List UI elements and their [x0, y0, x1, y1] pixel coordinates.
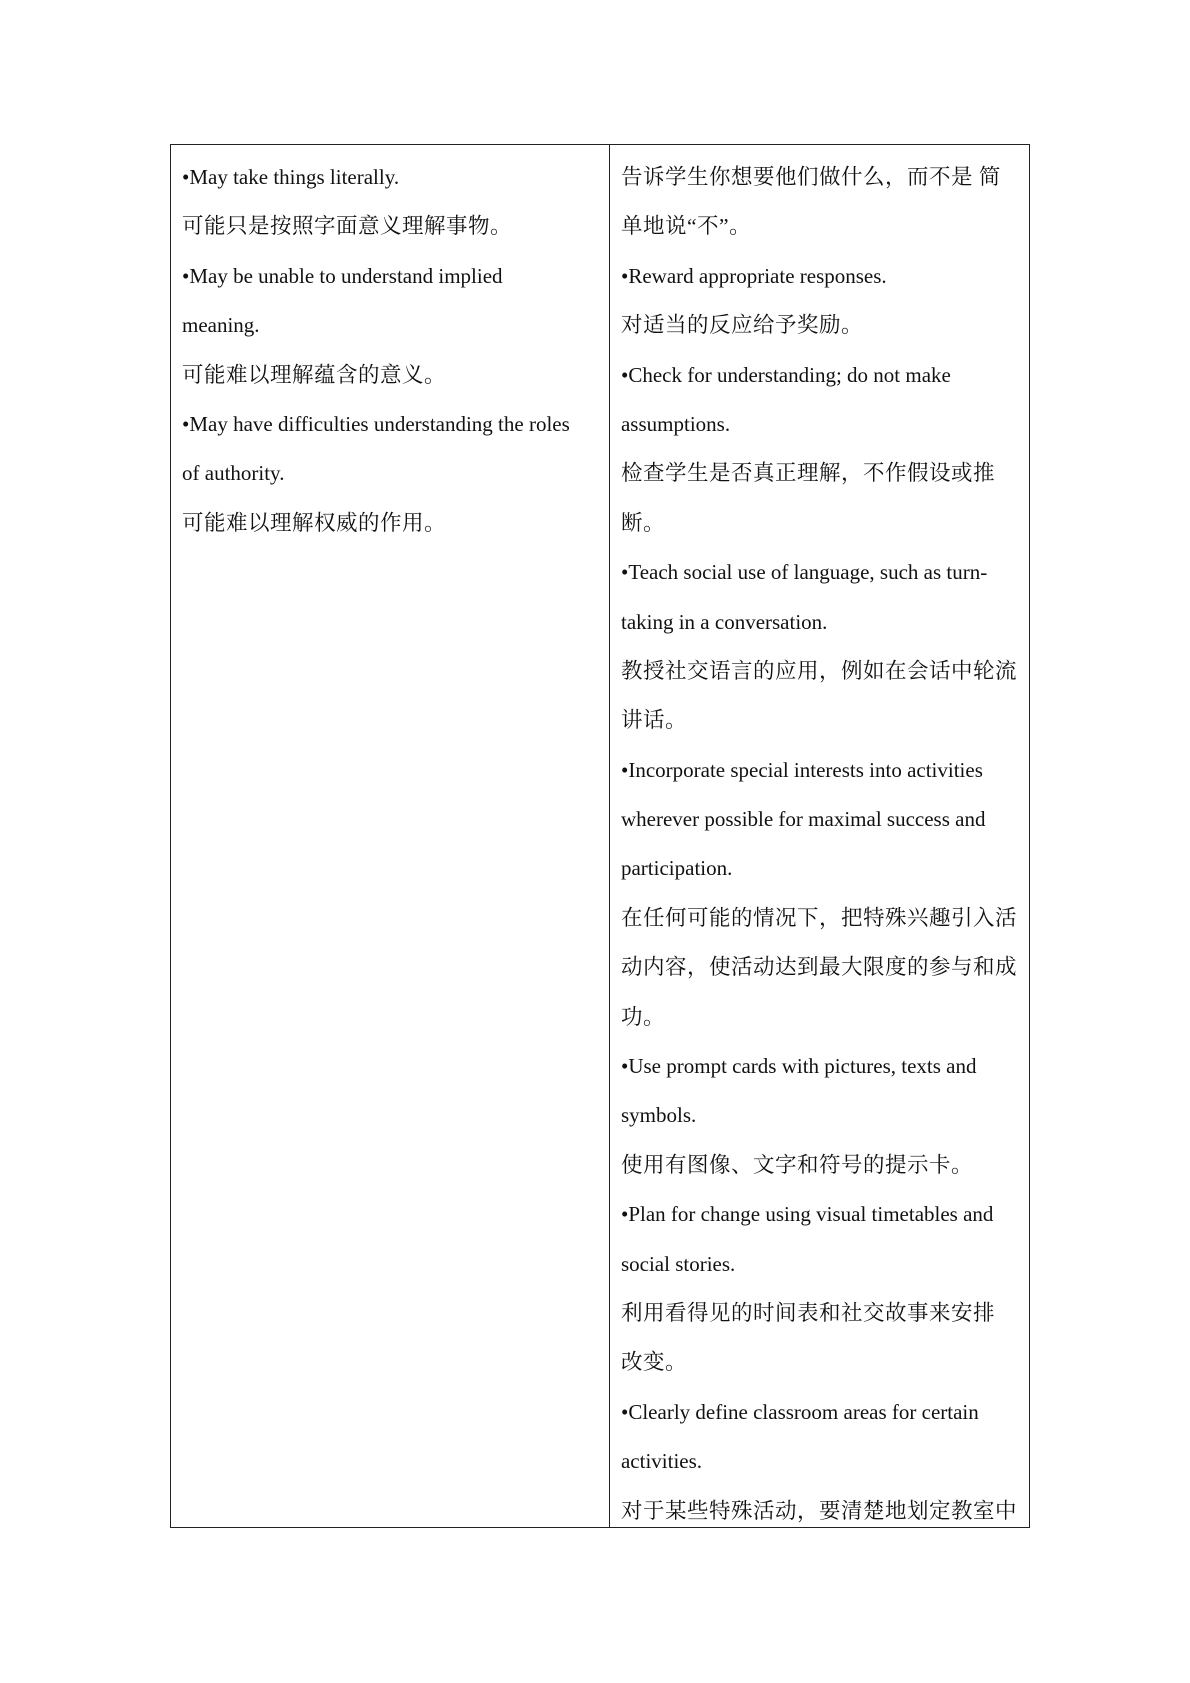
- right-line: symbols.: [620, 1103, 697, 1128]
- right-line: 改变。: [620, 1350, 687, 1375]
- left-line: 可能只是按照字面意义理解事物。: [182, 214, 513, 239]
- right-line: assumptions.: [620, 411, 731, 436]
- right-line: social stories.: [620, 1251, 736, 1276]
- right-line: 检查学生是否真正理解，不作假设或推: [620, 461, 995, 486]
- left-line: 可能难以理解蕴含的意义。: [182, 362, 447, 387]
- characteristics-column: [171, 145, 610, 1527]
- left-line: •May take things literally.: [182, 165, 400, 189]
- right-line: •Clearly define classroom areas for certain: [620, 1399, 979, 1424]
- right-line: 教授社交语言的应用，例如在会话中轮流: [620, 658, 1017, 683]
- right-line: 使用有图像、文字和符号的提示卡。: [620, 1152, 973, 1177]
- right-line: 单地说“不”。: [620, 214, 752, 239]
- right-line: 讲话。: [620, 708, 687, 733]
- left-line: •May be unable to understand implied: [182, 263, 503, 288]
- left-line: of authority.: [182, 461, 285, 486]
- left-line: •May have difficulties understanding the roles: [182, 411, 570, 436]
- right-line: 告诉学生你想要他们做什么，而不是 简: [620, 165, 1001, 189]
- right-line: •Use prompt cards with pictures, texts and: [620, 1054, 977, 1079]
- document-table: [170, 144, 1030, 1528]
- right-line: •Plan for change using visual timetables and: [620, 1202, 994, 1227]
- right-line: 对适当的反应给予奖励。: [620, 313, 863, 338]
- right-line: 断。: [620, 510, 665, 535]
- right-line: participation.: [620, 856, 733, 881]
- right-line: 在任何可能的情况下，把特殊兴趣引入活: [620, 905, 1017, 930]
- strategies-column: [610, 145, 1029, 1527]
- right-line: •Incorporate special interests into activities: [620, 757, 983, 782]
- right-line: 利用看得见的时间表和社交故事来安排: [620, 1300, 995, 1325]
- left-line: meaning.: [182, 313, 260, 338]
- right-line: •Check for understanding; do not make: [620, 362, 951, 387]
- right-line: activities.: [620, 1449, 703, 1474]
- right-line: 动内容，使活动达到最大限度的参与和成: [620, 955, 1017, 980]
- right-line: taking in a conversation.: [620, 609, 828, 634]
- right-line: •Reward appropriate responses.: [620, 263, 887, 288]
- right-line: 功。: [620, 1004, 665, 1029]
- left-line: 可能难以理解权威的作用。: [182, 510, 447, 535]
- right-line: •Teach social use of language, such as turn-: [620, 560, 988, 585]
- right-line: wherever possible for maximal success and: [620, 807, 986, 832]
- right-line: 对于某些特殊活动，要清楚地划定教室中: [620, 1498, 1017, 1523]
